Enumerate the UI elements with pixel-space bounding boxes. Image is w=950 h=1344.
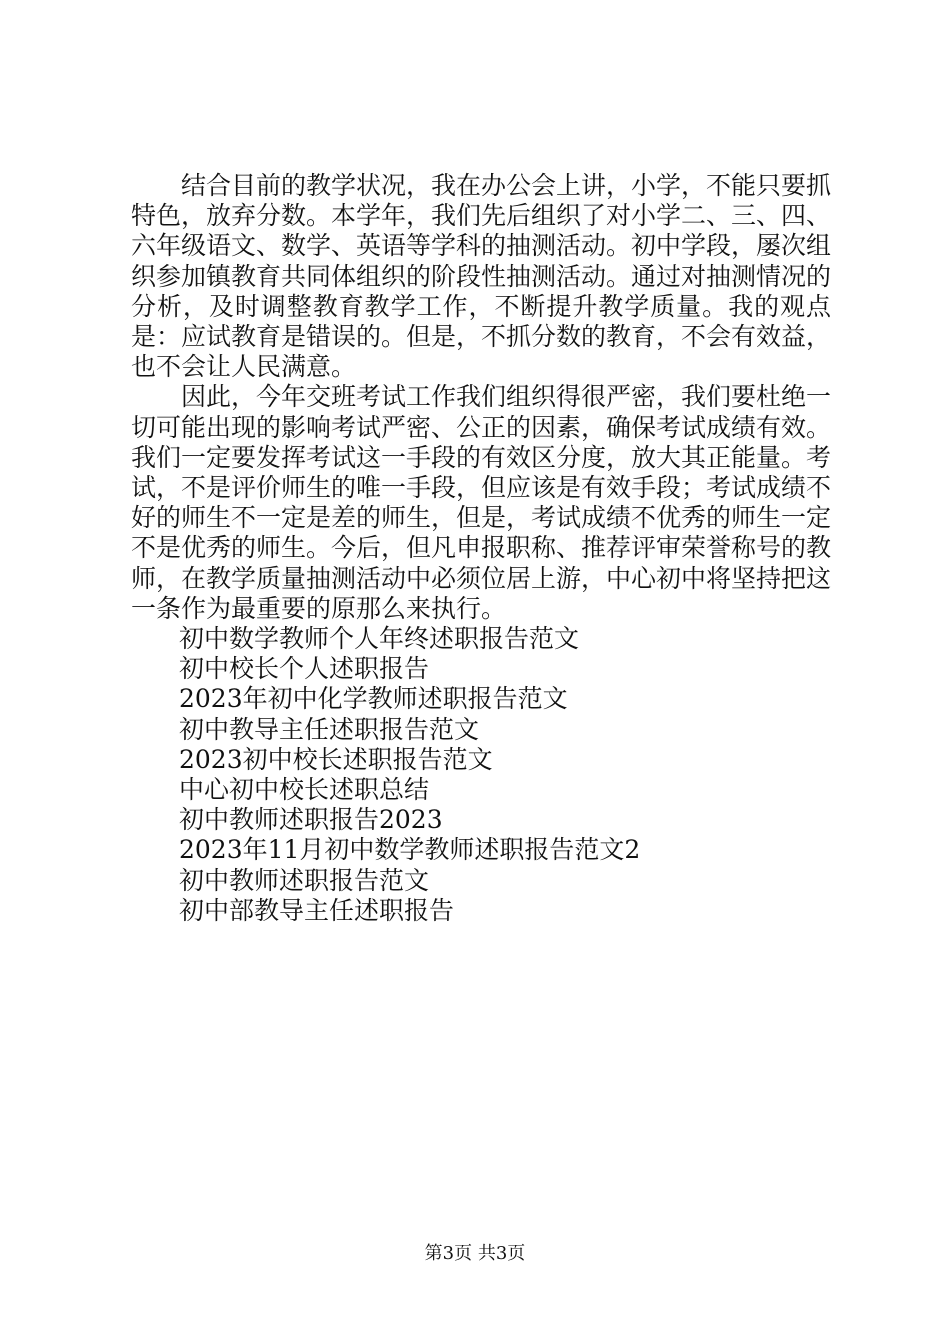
related-link-item[interactable]: 初中校长个人述职报告 (179, 654, 430, 684)
paragraph-teaching-situation: 结合目前的教学状况，我在办公会上讲，小学，不能只要抓特色，放弃分数。本学年，我们先后组织了对小学二、三、四、六年级语文、数学、英语等学科的抽测活动。初中学段，屡次组织参加镇教育共同体组织的阶段性抽测活动。通过对抽测情况的分析，及时调整教育教学工作，不断提升教学质量。我的观点是：应试教育是错误的。但是，不抓分数的教育，不会有效益，也不会让人民满意。 (131, 171, 832, 382)
related-link-item[interactable]: 初中部教导主任述职报告 (179, 895, 455, 925)
related-link-item[interactable]: 初中教导主任述职报告范文 (179, 714, 480, 744)
related-links-list (131, 624, 831, 926)
paragraph-exam-work: 因此，今年交班考试工作我们组织得很严密，我们要杜绝一切可能出现的影响考试严密、公正的因素，确保考试成绩有效。我们一定要发挥考试这一手段的有效区分度，放大其正能量。考试，不是评价师生的唯一手段，但应该是有效手段；考试成绩不好的师生不一定是差的师生，但是，考试成绩不优秀的师生一定不是优秀的师生。今后，但凡申报职称、推荐评审荣誉称号的教师，在教学质量抽测活动中必须位居上游，中心初中将坚持把这一条作为最重要的原那么来执行。 (131, 382, 832, 623)
related-link-item[interactable]: 初中教师述职报告2023 (179, 805, 443, 835)
page-indicator: 第3页 共3页 (424, 1243, 526, 1264)
document-body (131, 171, 831, 926)
related-link-item[interactable]: 初中教师述职报告范文 (179, 865, 430, 895)
related-link-item[interactable]: 初中数学教师个人年终述职报告范文 (179, 624, 580, 654)
related-link-item[interactable]: 2023初中校长述职报告范文 (179, 744, 493, 774)
related-link-item[interactable]: 2023年初中化学教师述职报告范文 (179, 684, 568, 714)
related-link-item[interactable]: 2023年11月初中数学教师述职报告范文2 (179, 835, 641, 865)
related-link-item[interactable]: 中心初中校长述职总结 (179, 775, 430, 805)
page-footer (0, 1243, 950, 1265)
